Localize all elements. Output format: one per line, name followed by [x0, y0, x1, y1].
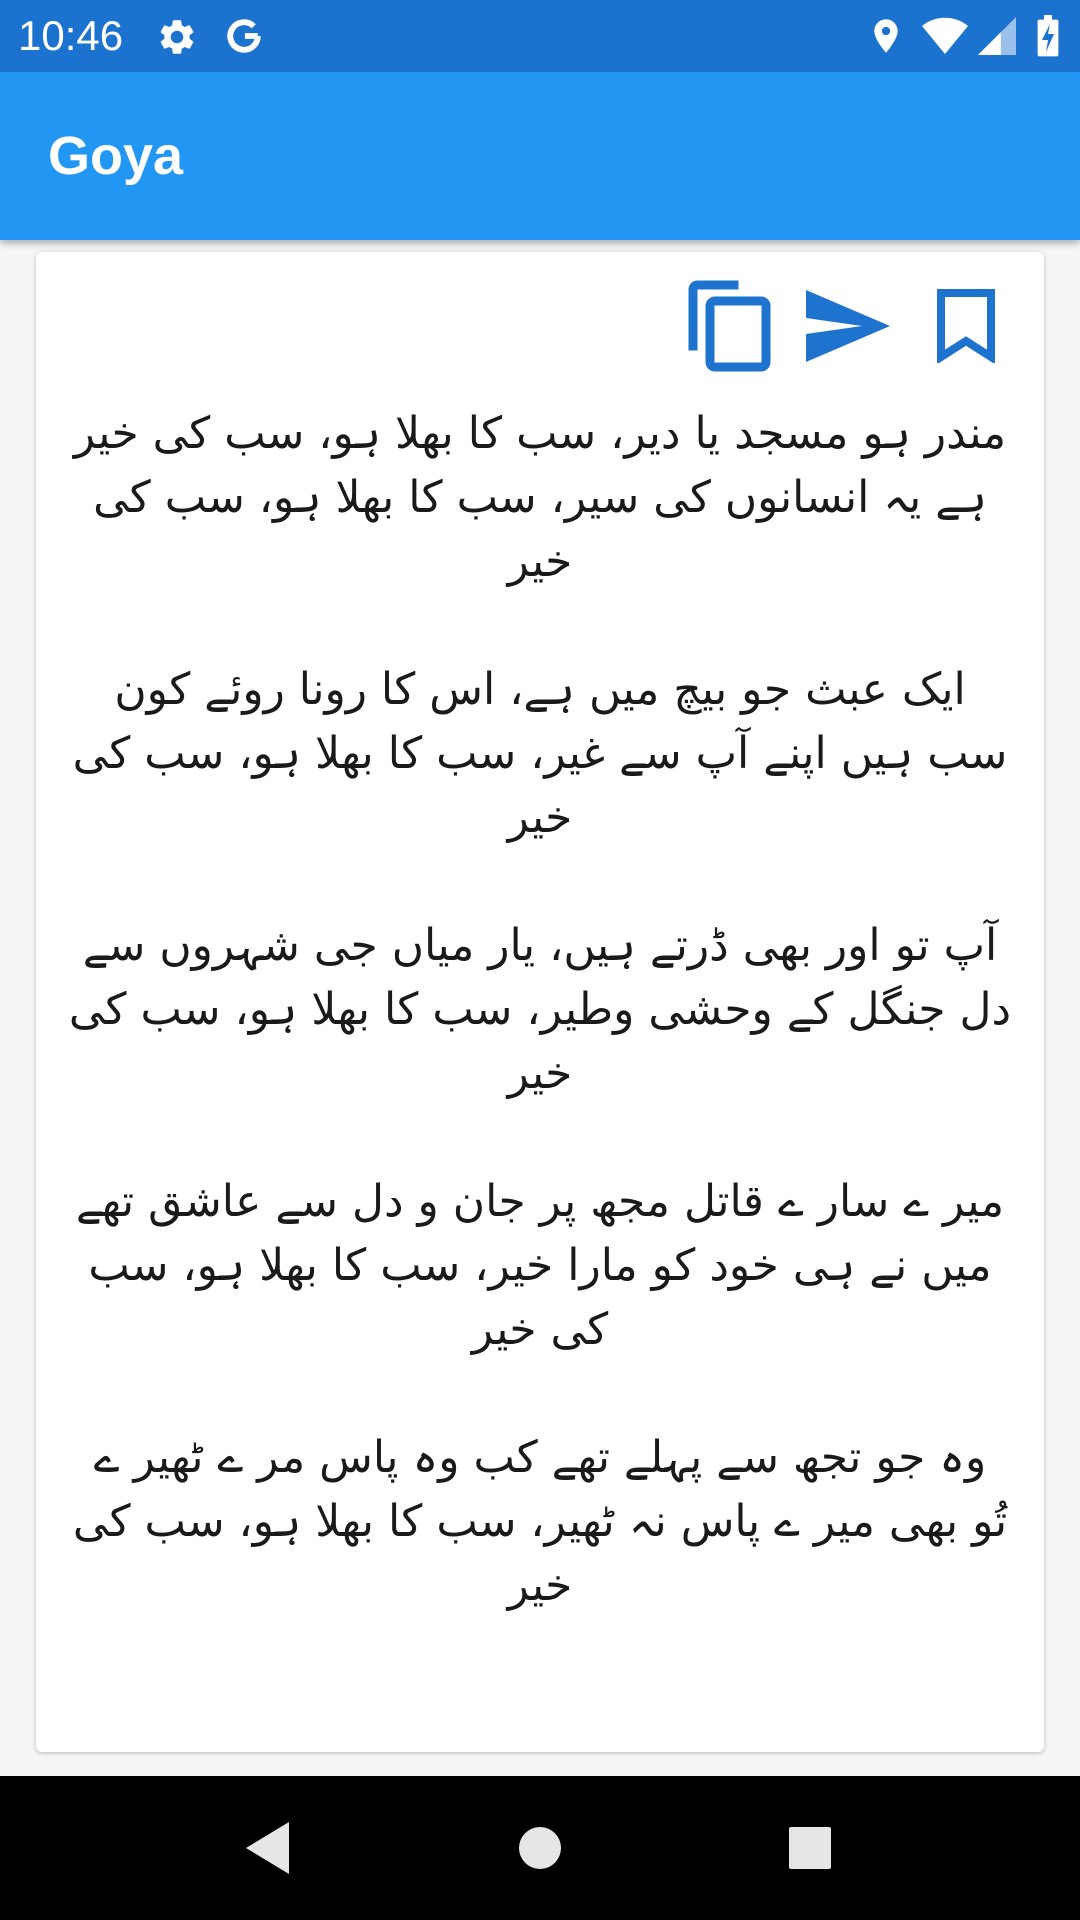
stanza: [60, 402, 1020, 594]
poem-line: ایک عبث جو بیچ میں ہے، اس کا رونا روئے کون: [114, 664, 966, 715]
poem-card: [36, 252, 1044, 1752]
bookmark-button[interactable]: [916, 276, 1016, 376]
status-bar: [0, 0, 1080, 72]
gear-icon: [156, 16, 198, 58]
poem-line: میں نے ہی خود کو مارا خیر، سب کا بھلا ہو، سب کی خیر: [88, 1240, 992, 1355]
poem-line: دل جنگل کے وحشی وطیر، سب کا بھلا ہو، سب کی خیر: [68, 984, 1012, 1099]
home-button[interactable]: [490, 1798, 590, 1898]
poem-line: آپ تو اور بھی ڈرتے ہیں، یار میاں جی شہروں سے: [82, 920, 998, 971]
stanza: [60, 1170, 1020, 1362]
copy-button[interactable]: [680, 276, 780, 376]
share-button[interactable]: [798, 276, 898, 376]
poem-line: وہ جو تجھ سے پہلے تھے کب وہ پاس مر ے ٹھیر ے: [93, 1432, 987, 1483]
stanza: [60, 658, 1020, 850]
app-bar: [0, 72, 1080, 240]
poem-line: میر ے سار ے قاتل مجھ پر جان و دل سے عاشق تھے: [75, 1176, 1005, 1227]
back-triangle-icon: [243, 1820, 293, 1876]
stanza: [60, 1426, 1020, 1618]
back-button[interactable]: [218, 1798, 318, 1898]
status-time: 10:46: [18, 12, 124, 59]
poem-line: مندر ہو مسجد یا دیر، سب کا بھلا ہو، سب کی خیر: [73, 408, 1007, 459]
poem-line: تُو بھی میر ے پاس نہ ٹھیر، سب کا بھلا ہو، سب کی خیر: [72, 1496, 1008, 1611]
send-icon: [804, 288, 892, 364]
card-actions: [662, 276, 1016, 376]
recents-button[interactable]: [760, 1798, 860, 1898]
stanza: [60, 914, 1020, 1106]
copy-icon: [688, 280, 772, 372]
home-circle-icon: [516, 1824, 564, 1872]
poem-line: سب ہیں اپنے آپ سے غیر، سب کا بھلا ہو، سب کی خیر: [72, 728, 1008, 843]
wifi-icon: [920, 16, 970, 56]
signal-icon: [978, 16, 1016, 56]
location-icon: [866, 14, 906, 58]
recents-square-icon: [787, 1825, 833, 1871]
battery-charging-icon: [1036, 14, 1060, 58]
navigation-bar: [0, 1776, 1080, 1920]
google-g-icon: [222, 14, 266, 58]
app-title: Goya: [48, 126, 184, 186]
bookmark-icon: [935, 289, 997, 363]
poem-line: ہے یہ انسانوں کی سیر، سب کا بھلا ہو، سب کی خیر: [93, 472, 987, 587]
poem-text: [60, 402, 1020, 1682]
